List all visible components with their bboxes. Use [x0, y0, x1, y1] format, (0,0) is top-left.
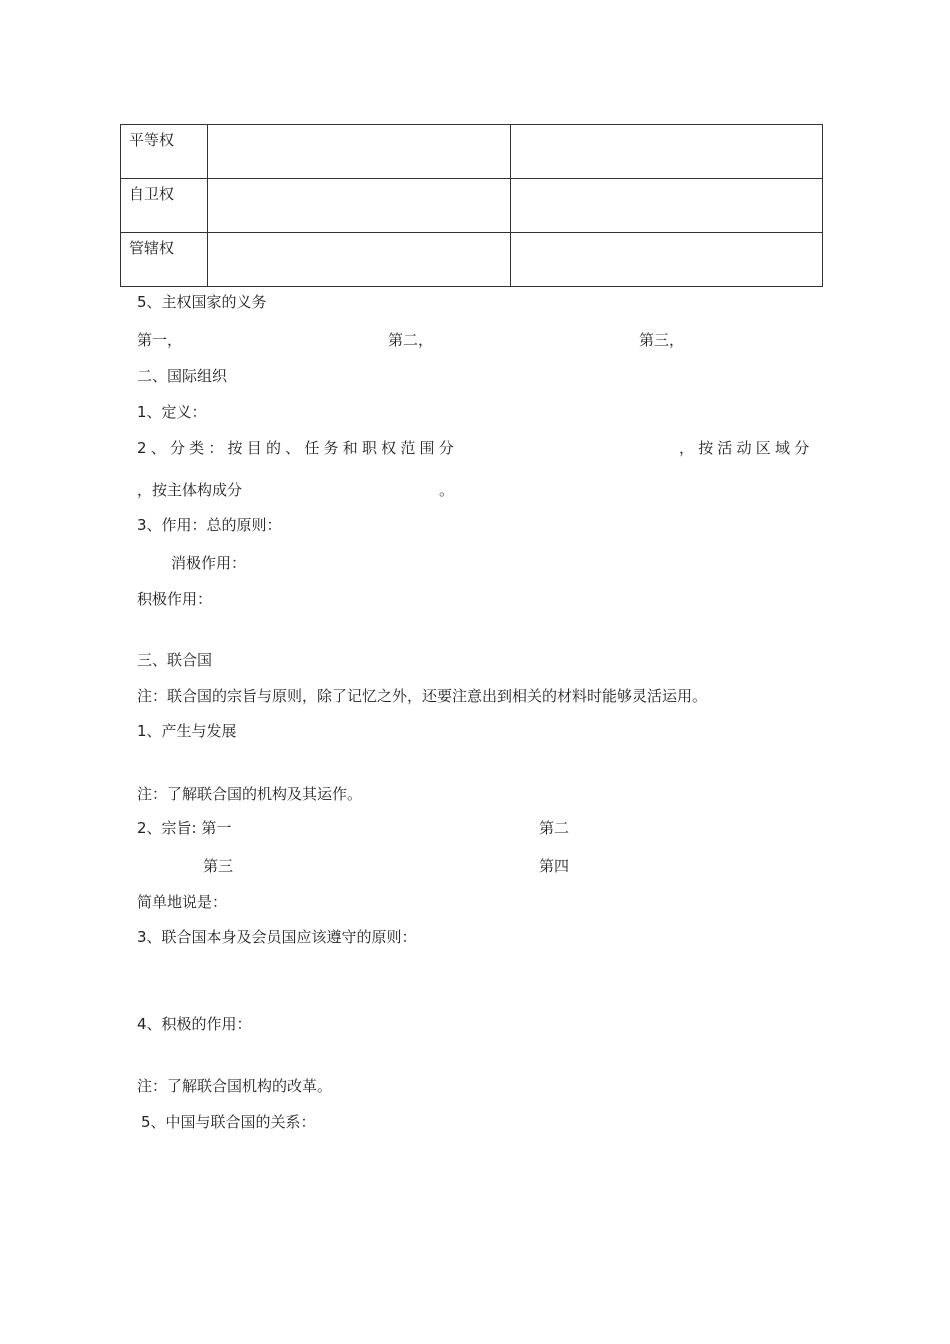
- table-row: [121, 125, 823, 179]
- table-row: [121, 233, 823, 287]
- sovereignty-rights-table: [120, 124, 823, 287]
- un-positive-role: 4、积极的作用：: [137, 1015, 252, 1033]
- table-cell: [511, 179, 823, 233]
- un-note-organs: 注：了解联合国的机构及其运作。: [137, 785, 363, 803]
- section-heading-un: 三、联合国: [137, 651, 213, 669]
- row-label-equality: 平等权: [121, 125, 208, 179]
- table-cell: [208, 125, 511, 179]
- un-purpose-simply: 简单地说是：: [137, 893, 228, 911]
- section-heading-duties: 5、主权国家的义务: [137, 293, 267, 311]
- org-definition: 1、定义：: [137, 403, 207, 421]
- org-positive-role: 积极作用：: [137, 590, 213, 608]
- org-function: 3、作用：总的原则：: [137, 516, 282, 534]
- un-purpose-second: 第二: [539, 819, 570, 837]
- duty-third: 第三，: [639, 331, 685, 349]
- table-cell: [208, 233, 511, 287]
- table-cell: [208, 179, 511, 233]
- org-classify-end: 。: [439, 481, 455, 499]
- org-classify-subject: ，按主体构成分: [137, 481, 243, 499]
- row-label-jurisdiction: 管辖权: [121, 233, 208, 287]
- table-cell: [511, 233, 823, 287]
- un-purpose-first: 2、宗旨: 第一: [137, 819, 232, 837]
- org-classify-purpose: 2、分类：按目的、任务和职权范围分: [137, 439, 458, 457]
- section-heading-intl-org: 二、国际组织: [137, 367, 228, 385]
- row-label-self-defense: 自卫权: [121, 179, 208, 233]
- un-purpose-third: 第三: [203, 857, 234, 875]
- org-negative-role: 消极作用：: [171, 554, 247, 572]
- duty-second: 第二，: [388, 331, 434, 349]
- duty-first: 第一，: [137, 331, 183, 349]
- table-row: [121, 179, 823, 233]
- un-note-purpose-principles: 注：联合国的宗旨与原则，除了记忆之外，还要注意出到相关的材料时能够灵活运用。: [137, 687, 708, 705]
- un-purpose-fourth: 第四: [539, 857, 570, 875]
- un-note-reform: 注：了解联合国机构的改革。: [137, 1077, 333, 1095]
- org-classify-region: ，按活动区域分: [679, 439, 814, 457]
- un-principles: 3、联合国本身及会员国应该遵守的原则：: [137, 928, 417, 946]
- table-cell: [511, 125, 823, 179]
- un-origin: 1、产生与发展: [137, 722, 237, 740]
- un-china-relation: 5、中国与联合国的关系：: [141, 1113, 316, 1131]
